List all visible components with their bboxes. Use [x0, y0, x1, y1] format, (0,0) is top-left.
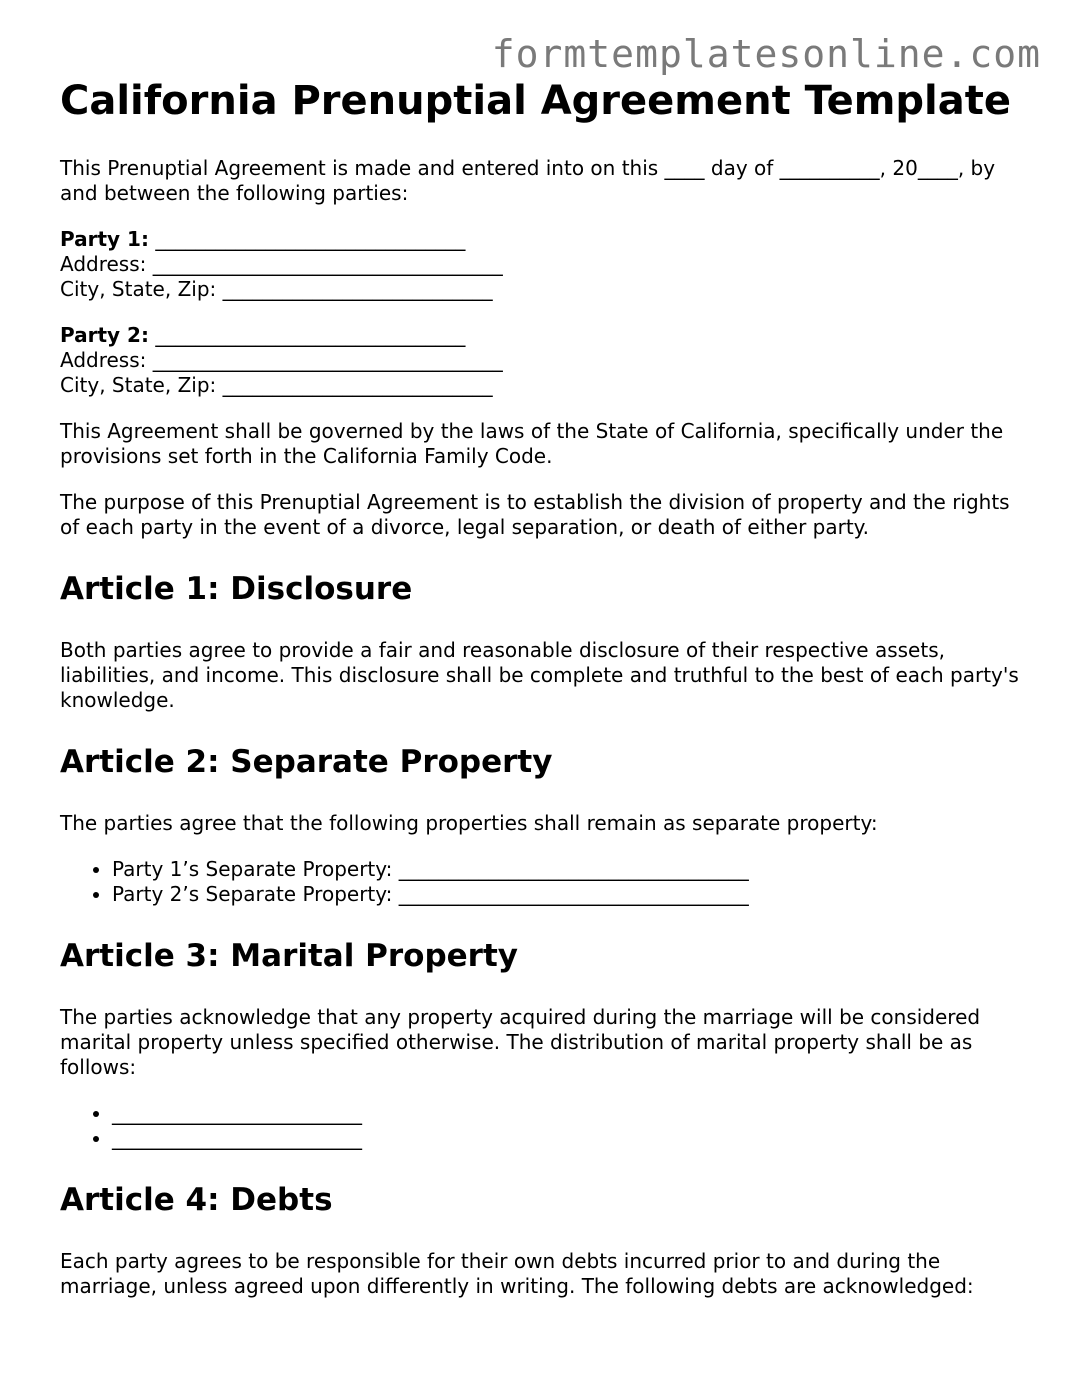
article-4-body: Each party agrees to be responsible for their own debts incurred prior to and during the marriage, unless agreed upon differently in writing. The following debts are acknowledged: [60, 1249, 974, 1298]
list-item: • _________________________ [112, 1126, 1020, 1151]
list-item: • _________________________ [112, 1101, 1020, 1126]
article-3-list [60, 1101, 1020, 1151]
party-1-name-line [60, 227, 1020, 252]
party-1-block [60, 227, 1020, 302]
document-page [60, 76, 1020, 1320]
article-2-heading: Article 2: Separate Property [60, 744, 553, 780]
governing-law-paragraph: This Agreement shall be governed by the laws of the State of California, specifically under the provisions set forth in the California Family Code. [60, 419, 1004, 468]
watermark: formtemplatesonline.com [491, 32, 1041, 76]
party-2-block [60, 323, 1020, 398]
party-2-label: Party 2: [60, 323, 149, 347]
party-2-city-line: City, State, Zip: ___________________________ [60, 373, 493, 397]
party-2-name-line [60, 323, 1020, 348]
list-item: • Party 2’s Separate Property: ___________________________________ [112, 882, 1020, 907]
party-1-city-line: City, State, Zip: ___________________________ [60, 277, 493, 301]
party-2-address-line: Address: ___________________________________ [60, 348, 503, 372]
article-2-body: The parties agree that the following properties shall remain as separate property: [60, 811, 878, 835]
article-2-list [60, 857, 1020, 907]
party-1-name-blank: _______________________________ [155, 227, 466, 251]
party-1-address-line: Address: ___________________________________ [60, 252, 503, 276]
article-1-heading: Article 1: Disclosure [60, 571, 413, 607]
purpose-paragraph: The purpose of this Prenuptial Agreement is to establish the division of property and the rights of each party in the event of a divorce, legal separation, or death of either party. [60, 490, 1010, 539]
article-3-heading: Article 3: Marital Property [60, 938, 518, 974]
article-1-body: Both parties agree to provide a fair and reasonable disclosure of their respective assets, liabilities, and income. This disclosure shall be complete and truthful to the best of each party's knowledge. [60, 638, 1019, 712]
document-title: California Prenuptial Agreement Template [60, 78, 1011, 124]
party-2-name-blank: _______________________________ [155, 323, 466, 347]
article-4-heading: Article 4: Debts [60, 1182, 333, 1218]
intro-paragraph: This Prenuptial Agreement is made and entered into on this ____ day of __________, 20____, by and between the following parties: [60, 156, 996, 205]
party-1-label: Party 1: [60, 227, 149, 251]
list-item: • Party 1’s Separate Property: ___________________________________ [112, 857, 1020, 882]
article-3-body: The parties acknowledge that any property acquired during the marriage will be considered marital property unless specified otherwise. The distribution of marital property shall be as follows: [60, 1005, 981, 1079]
